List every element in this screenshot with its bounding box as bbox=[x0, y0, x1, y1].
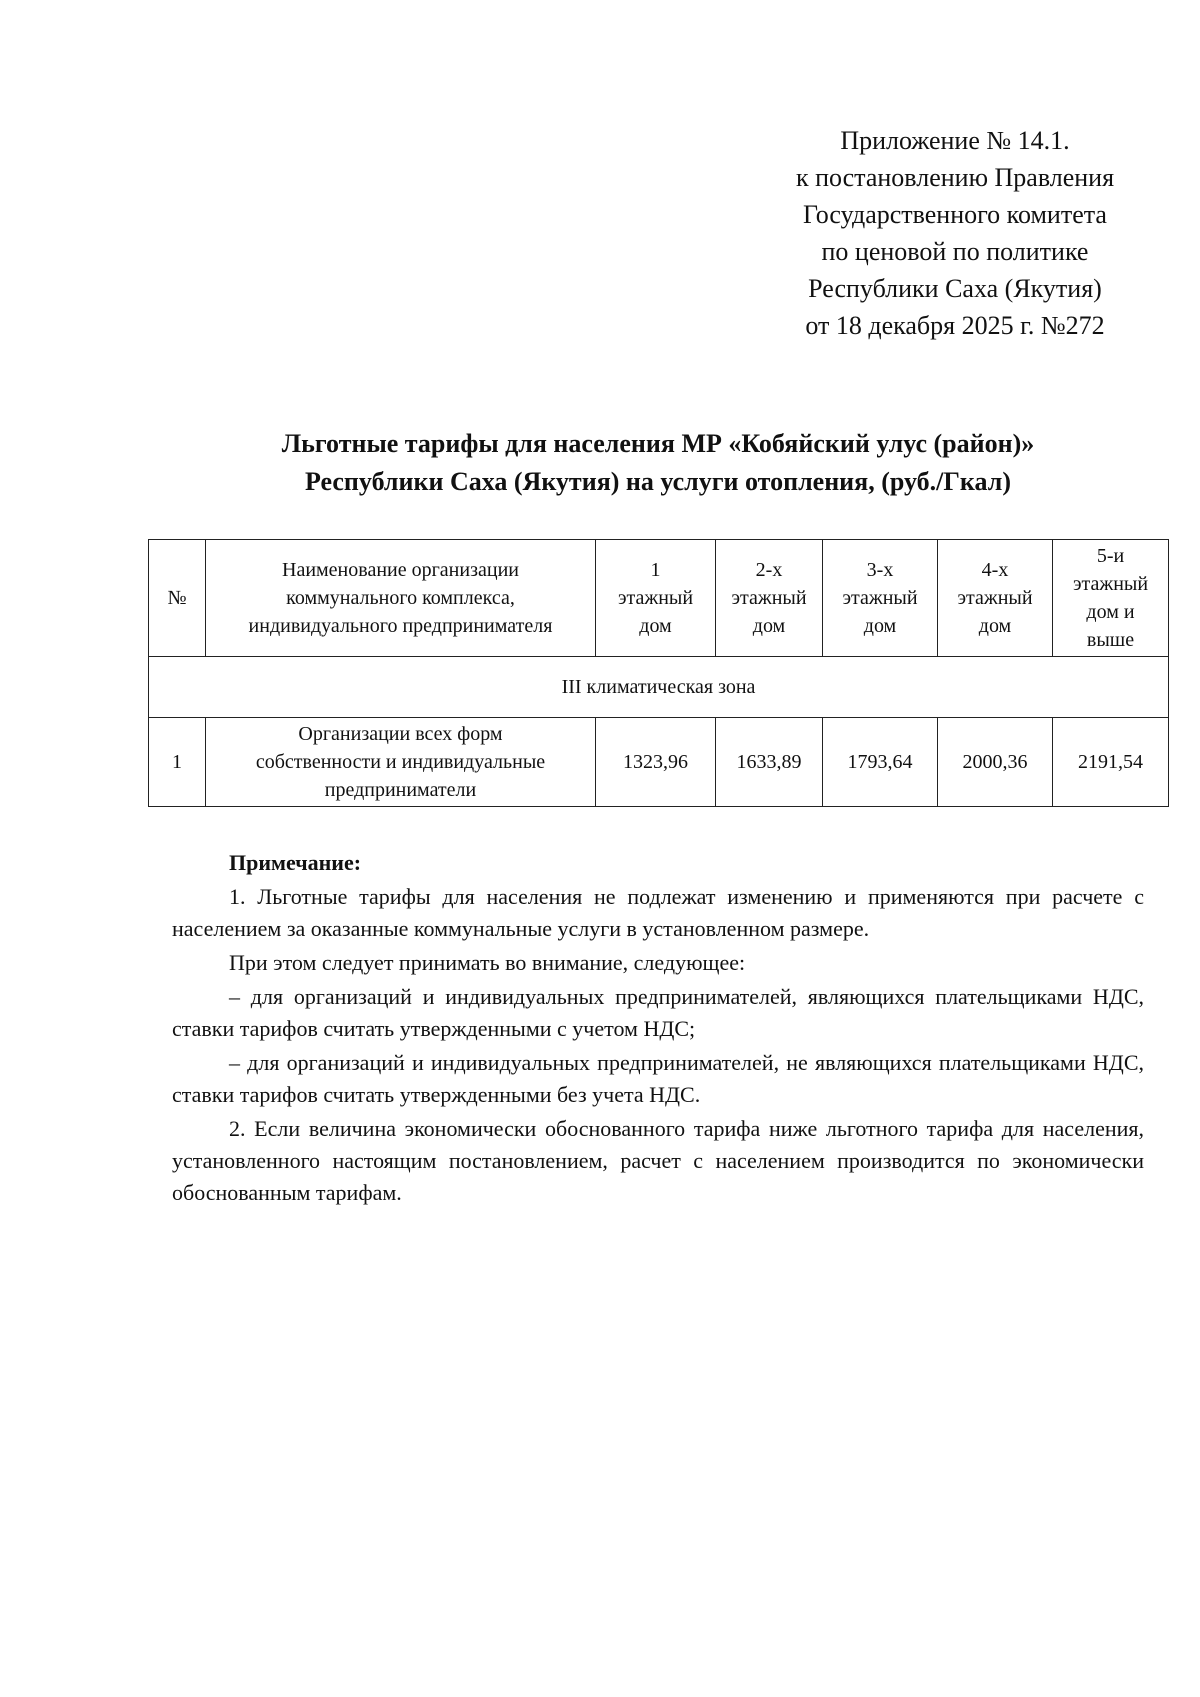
climate-zone-row bbox=[149, 657, 1169, 718]
header-1-floor: 1 этажный дом bbox=[596, 540, 716, 657]
notes-section bbox=[172, 847, 1144, 1209]
header-number: № bbox=[149, 540, 206, 657]
tariff-3-floor: 1793,64 bbox=[823, 718, 938, 807]
appendix-line: Приложение № 14.1. bbox=[840, 126, 1070, 155]
header-organization-name: Наименование организации коммунального комплекса, индивидуального предпринимателя bbox=[206, 540, 596, 657]
header-5-floor-and-above: 5-и этажный дом и выше bbox=[1053, 540, 1169, 657]
appendix-line: от 18 декабря 2025 г. №272 bbox=[805, 311, 1105, 340]
tariff-5-floor-and-above: 2191,54 bbox=[1053, 718, 1169, 807]
appendix-line: Государственного комитета bbox=[803, 200, 1107, 229]
title-line-1: Льготные тарифы для населения МР «Кобяйский улус (район)» bbox=[281, 429, 1035, 458]
climate-zone-label: III климатическая зона bbox=[149, 657, 1169, 718]
notes-heading: Примечание: bbox=[229, 850, 362, 875]
appendix-header bbox=[770, 122, 1140, 344]
note-paragraph-3: – для организаций и индивидуальных предпринимателей, являющихся плательщиками НДС, ставки тарифов считать утвержденными с учетом НДС; bbox=[172, 984, 1144, 1041]
note-paragraph-4: – для организаций и индивидуальных предпринимателей, не являющихся плательщиками НДС, ставки тарифов считать утвержденными без учета НДС. bbox=[172, 1050, 1144, 1107]
document-title bbox=[148, 425, 1168, 501]
table-row bbox=[149, 718, 1169, 807]
tariff-table bbox=[148, 539, 1169, 807]
appendix-line: Республики Саха (Якутия) bbox=[808, 274, 1102, 303]
note-paragraph-1: 1. Льготные тарифы для населения не подлежат изменению и применяются при расчете с населением за оказанные коммунальные услуги в установленном размере. bbox=[172, 884, 1144, 941]
note-paragraph-2: При этом следует принимать во внимание, следующее: bbox=[229, 950, 746, 975]
tariff-4-floor: 2000,36 bbox=[938, 718, 1053, 807]
note-paragraph-5: 2. Если величина экономически обоснованного тарифа ниже льготного тарифа для населения, установленного настоящим постановлением, расчет с населением производится по экономически обоснованным тарифам. bbox=[172, 1116, 1144, 1205]
header-2-floor: 2-х этажный дом bbox=[716, 540, 823, 657]
row-number: 1 bbox=[149, 718, 206, 807]
appendix-line: к постановлению Правления bbox=[795, 163, 1115, 192]
title-line-2: Республики Саха (Якутия) на услуги отопления, (руб./Гкал) bbox=[305, 467, 1011, 496]
tariff-2-floor: 1633,89 bbox=[716, 718, 823, 807]
header-4-floor: 4-х этажный дом bbox=[938, 540, 1053, 657]
tariff-1-floor: 1323,96 bbox=[596, 718, 716, 807]
table-header-row bbox=[149, 540, 1169, 657]
row-organization-name: Организации всех форм собственности и индивидуальные предприниматели bbox=[206, 718, 596, 807]
appendix-line: по ценовой по политике bbox=[821, 237, 1089, 266]
header-3-floor: 3-х этажный дом bbox=[823, 540, 938, 657]
